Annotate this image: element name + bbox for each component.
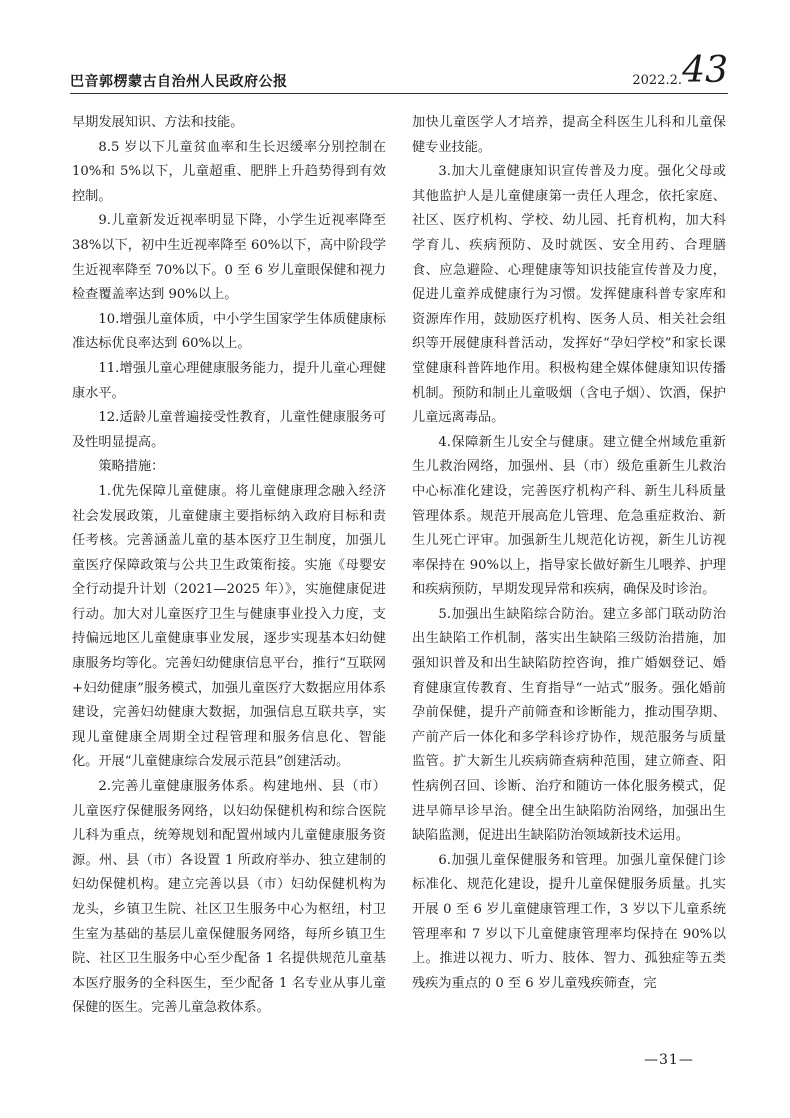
paragraph: 12.适龄儿童普遍接受性教育，儿童性健康服务可及性明显提高。	[72, 410, 386, 450]
paragraph: 4.保障新生儿安全与健康。建立健全州域危重新生儿救治网络，加强州、县（市）级危重新生儿救治中心标准化建设，完善医疗机构产科、新生儿科质量管理体系。规范开展高危儿管理、危急重症救治、新生儿死亡评审。加强新生儿规范化访视，新生儿访视率保持在 90%以上，指导家长做好新生儿喂养、护理和疾病预防，早期发现异常和疾病，确保及时诊治。	[412, 434, 726, 598]
right-column	[412, 111, 726, 996]
issue-date: 2022.2.	[632, 73, 682, 88]
section-heading: 策略措施：	[98, 459, 165, 475]
paragraph: 1.优先保障儿童健康。将儿童健康理念融入经济社会发展政策，儿童健康主要指标纳入政府目标和责任考核。完善涵盖儿童的基本医疗卫生制度，加强儿童医疗保障政策与公共卫生政策衔接。实施《母婴安全行动提升计划（2021—2025 年）》，实施健康促进行动。加大对儿童医疗卫生与健康事业投入力度，支持偏远地区儿童健康事业发展，逐步实现基本妇幼健康服务均等化。完善妇幼健康信息平台，推行“互联网+妇幼健康”服务模式，加强儿童医疗大数据应用体系建设，完善妇幼健康大数据，加强信息互联共享，实现儿童健康全周期全过程管理和服务信息化、智能化。开展“儿童健康综合发展示范县”创建活动。	[72, 483, 386, 770]
header-rule	[70, 93, 728, 94]
left-column	[72, 111, 386, 1021]
page-number: —31—	[644, 1052, 694, 1068]
paragraph: 5.加强出生缺陷综合防治。建立多部门联动防治出生缺陷工作机制，落实出生缺陷三级防治措施，加强知识普及和出生缺陷防控咨询，推广婚姻登记、婚育健康宣传教育、生育指导“一站式”服务。强化婚前孕前保健，提升产前筛查和诊断能力，推动围孕期、产前产后一体化和多学科诊疗协作，规范服务与质量监管。扩大新生儿疾病筛查病种范围，建立筛查、阳性病例召回、诊断、治疗和随访一体化服务模式，促进早筛早诊早治。健全出生缺陷防治网络，加强出生缺陷监测，促进出生缺陷防治领域新技术运用。	[412, 606, 726, 844]
paragraph: 8.5 岁以下儿童贫血率和生长迟缓率分别控制在 10%和 5%以下，儿童超重、肥胖上升趋势得到有效控制。	[72, 139, 386, 204]
page-header	[70, 50, 728, 91]
paragraph: 11.增强儿童心理健康服务能力，提升儿童心理健康水平。	[72, 360, 386, 401]
paragraph: 2.完善儿童健康服务体系。构建地州、县（市）儿童医疗保健服务网络，以妇幼保健机构和综合医院儿科为重点，统筹规划和配置州域内儿童健康服务资源。州、县（市）各设置 1 所政府举办、独立建制的妇幼保健机构。建立完善以县（市）妇幼保健机构为龙头，乡镇卫生院、社区卫生服务中心为枢纽，村卫生室为基础的基层儿童保健服务网络，每所乡镇卫生院、社区卫生服务中心至少配备 1 名提供规范儿童基本医疗服务的全科医生，至少配备 1 名专业从事儿童保健的医生。完善儿童急救体系。	[72, 779, 386, 1016]
paragraph: 早期发展知识、方法和技能。	[72, 115, 244, 130]
paragraph: 6.加强儿童保健服务和管理。加强儿童保健门诊标准化、规范化建设，提升儿童保健服务质量。扎实开展 0 至 6 岁儿童健康管理工作，3 岁以下儿童系统管理率和 7 岁以下儿童健康管理率均保持在 90%以上。推进以视力、听力、肢体、智力、孤独症等五类残疾为重点的 0 至 6 岁儿童残疾筛查，完	[412, 852, 726, 991]
paragraph: 加快儿童医学人才培养，提高全科医生儿科和儿童保健专业技能。	[412, 115, 726, 155]
paragraph: 3.加大儿童健康知识宣传普及力度。强化父母或其他监护人是儿童健康第一责任人理念，依托家庭、社区、医疗机构、学校、幼儿园、托育机构，加大科学育儿、疾病预防、及时就医、安全用药、合理膳食、应急避险、心理健康等知识技能宣传普及力度，促进儿童养成健康行为习惯。发挥健康科普专家库和资源库作用，鼓励医疗机构、医务人员、相关社会组织等开展健康科普活动，发挥好“孕妇学校”和家长课堂健康科普阵地作用。积极构建全媒体健康知识传播机制。预防和制止儿童吸烟（含电子烟）、饮酒，保护儿童远离毒品。	[412, 164, 726, 426]
paragraph: 9.儿童新发近视率明显下降，小学生近视率降至 38%以下，初中生近视率降至 60%以下，高中阶段学生近视率降至 70%以下。0 至 6 岁儿童眼保健和视力检查覆盖率达到 90%以上。	[72, 213, 386, 303]
issue-number: 43	[682, 50, 728, 91]
publication-title: 巴音郭楞蒙古自治州人民政府公报	[70, 74, 288, 90]
paragraph: 10.增强儿童体质，中小学生国家学生体质健康标准达标优良率达到 60%以上。	[72, 311, 386, 352]
